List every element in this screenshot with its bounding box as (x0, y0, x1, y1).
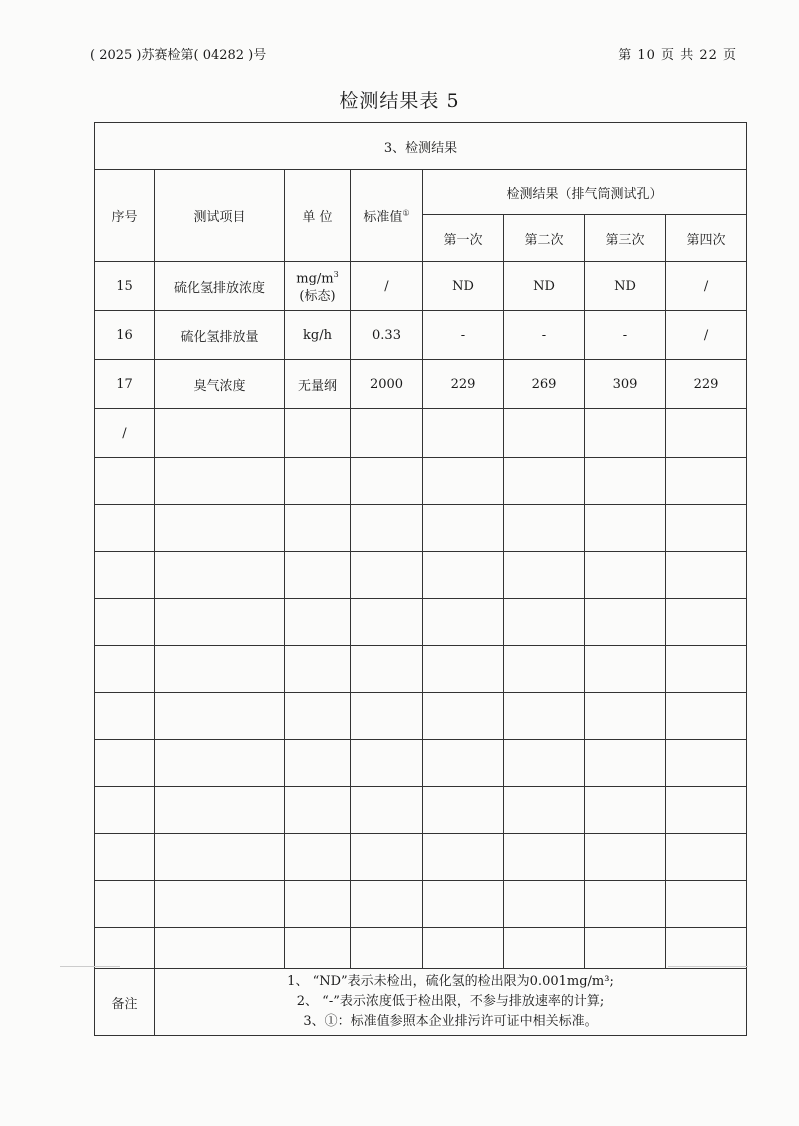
footnote-marker: ① (402, 208, 410, 218)
cell-item: 硫化氢排放浓度 (155, 262, 285, 311)
cell-run-3: - (585, 311, 666, 360)
notes-content (155, 969, 747, 1036)
cell-run-4: / (666, 311, 747, 360)
section-title: 3、检测结果 (95, 123, 747, 170)
cell-run-2: 269 (504, 360, 585, 409)
notes-row (95, 969, 747, 1036)
cell-unit: kg/h (285, 311, 351, 360)
cell-unit: 无量纲 (285, 360, 351, 409)
cell-seq: 15 (95, 262, 155, 311)
page-info: 第 10 页 共 22 页 (618, 48, 737, 63)
cell-run-4: / (666, 262, 747, 311)
empty-row (95, 599, 747, 646)
note-line: 1、 “ND”表示未检出，硫化氢的检出限为0.001mg/m³; (287, 974, 614, 989)
cell-standard: 2000 (351, 360, 423, 409)
note-line: 3、①：标准值参照本企业排污许可证中相关标准。 (303, 1014, 598, 1029)
notes-label: 备注 (95, 969, 155, 1036)
cell-seq: 17 (95, 360, 155, 409)
empty-row (95, 928, 747, 969)
empty-row (95, 552, 747, 599)
scan-mark (668, 966, 748, 967)
empty-row (95, 646, 747, 693)
cell-seq: 16 (95, 311, 155, 360)
col-header-result-group: 检测结果（排气筒测试孔） (423, 170, 747, 215)
col-header-run-3: 第三次 (585, 215, 666, 262)
cell-standard: / (351, 262, 423, 311)
table-row (95, 360, 747, 409)
empty-row (95, 881, 747, 928)
empty-row (95, 740, 747, 787)
col-header-unit: 单 位 (285, 170, 351, 262)
scan-mark (60, 966, 120, 967)
report-number: ( 2025 )苏赛检第( 04282 )号 (90, 48, 267, 63)
cell-run-4: 229 (666, 360, 747, 409)
note-line: 2、 “-”表示浓度低于检出限，不参与排放速率的计算; (296, 994, 605, 1009)
cell-run-1: - (423, 311, 504, 360)
empty-row (95, 458, 747, 505)
col-header-run-2: 第二次 (504, 215, 585, 262)
col-header-item: 测试项目 (155, 170, 285, 262)
page-title: 检测结果表 5 (339, 90, 460, 112)
cell-unit: $mg/m^3$ (标态) (285, 262, 351, 311)
cell-item: 臭气浓度 (155, 360, 285, 409)
empty-row (95, 505, 747, 552)
results-table (94, 122, 747, 1036)
cell-run-3: 309 (585, 360, 666, 409)
cell-run-2: - (504, 311, 585, 360)
cell-standard: 0.33 (351, 311, 423, 360)
empty-row (95, 834, 747, 881)
col-header-run-1: 第一次 (423, 215, 504, 262)
cell-run-1: ND (423, 262, 504, 311)
cell-run-1: 229 (423, 360, 504, 409)
empty-row (95, 787, 747, 834)
cell-seq: / (95, 409, 155, 458)
empty-row (95, 693, 747, 740)
cell-run-3: ND (585, 262, 666, 311)
cell-item: 硫化氢排放量 (155, 311, 285, 360)
col-header-seq: 序号 (95, 170, 155, 262)
cell-run-2: ND (504, 262, 585, 311)
table-row (95, 262, 747, 311)
col-header-standard: 标准值① (351, 170, 423, 262)
table-row (95, 311, 747, 360)
table-row (95, 409, 747, 458)
col-header-run-4: 第四次 (666, 215, 747, 262)
